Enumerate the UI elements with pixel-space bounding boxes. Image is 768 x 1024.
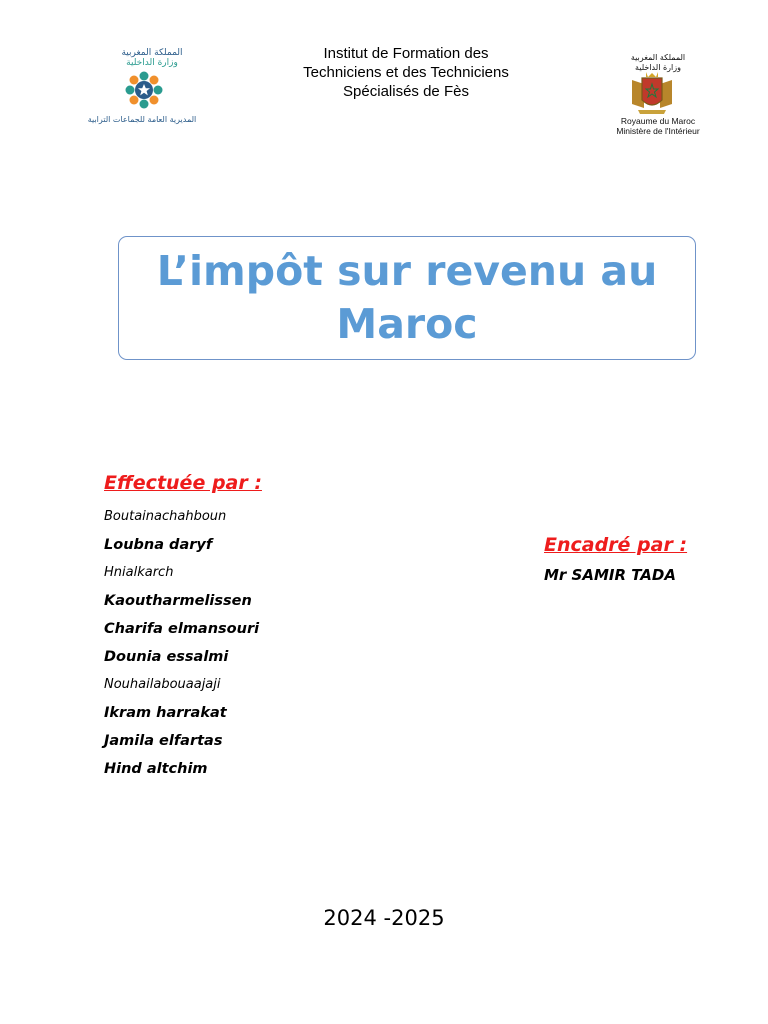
academic-year: 2024 -2025 bbox=[323, 906, 445, 930]
document-title: L’impôt sur revenu au Maroc bbox=[156, 247, 658, 348]
coat-of-arms-icon bbox=[632, 72, 672, 114]
member-item: Ikram harrakat bbox=[104, 705, 227, 721]
member-item: Boutainachahboun bbox=[104, 509, 227, 524]
right-logo-arabic-line1: المملكة المغربية bbox=[630, 53, 686, 62]
member-item: Hnialkarch bbox=[104, 565, 174, 580]
member-item: Kaoutharmelissen bbox=[104, 593, 252, 609]
right-logo bbox=[540, 44, 740, 136]
member-item: Hind altchim bbox=[104, 761, 208, 777]
supervised-by-label: Encadré par : bbox=[544, 534, 688, 556]
supervisor-name: Mr SAMIR TADA bbox=[544, 566, 676, 584]
left-logo-arabic-line3: المديرية العامة للجماعات الترابية bbox=[87, 115, 197, 124]
members-list bbox=[104, 503, 259, 783]
title-box bbox=[118, 236, 696, 360]
star-emblem-icon bbox=[126, 72, 163, 109]
left-logo-arabic-line2: وزارة الداخلية bbox=[126, 58, 178, 68]
left-logo-arabic-line1: المملكة المغربية bbox=[121, 48, 183, 58]
member-item: Jamila elfartas bbox=[104, 733, 223, 749]
member-item: Dounia essalmi bbox=[104, 649, 229, 665]
institute-name: Institut de Formation des Techniciens et des Techniciens Spécialisés de Fès bbox=[303, 45, 509, 100]
member-item: Loubna daryf bbox=[104, 537, 213, 553]
member-item: Nouhailabouaajaji bbox=[104, 677, 221, 692]
left-logo bbox=[62, 44, 222, 128]
made-by-label: Effectuée par : bbox=[104, 472, 262, 494]
right-logo-arabic-line2: وزارة الداخلية bbox=[635, 63, 681, 72]
member-item: Charifa elmansouri bbox=[104, 621, 260, 637]
right-logo-line4: Ministère de l'Intérieur bbox=[616, 126, 700, 136]
right-logo-line3: Royaume du Maroc bbox=[620, 116, 696, 126]
